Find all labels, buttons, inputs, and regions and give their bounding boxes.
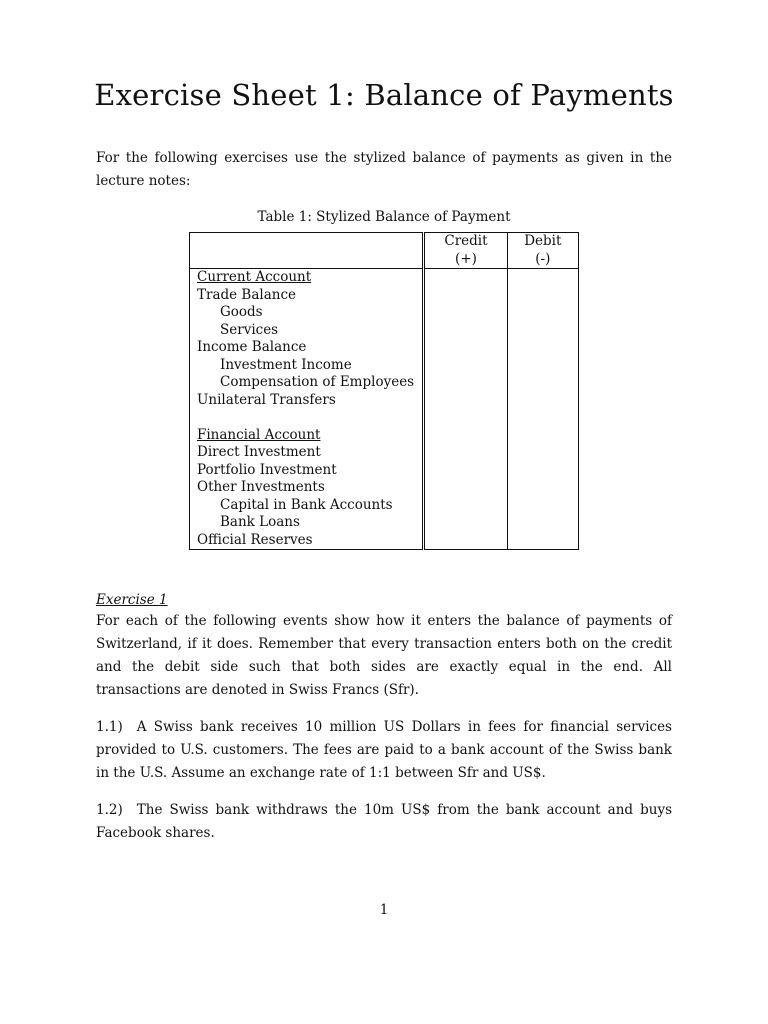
question-1-1 bbox=[96, 716, 672, 785]
table-row bbox=[190, 304, 579, 322]
row-label: Goods bbox=[220, 304, 263, 320]
label-column-header bbox=[190, 233, 424, 269]
table-row bbox=[190, 357, 579, 375]
credit-column-header: Credit (+) bbox=[424, 233, 507, 269]
question-text: A Swiss bank receives 10 million US Dollars in fees for financial services provided to U.S. customers. The fees are paid to a bank account of the Swiss bank in the U.S. Assume an exchange rate of 1:1 between Sfr and US$. bbox=[96, 719, 672, 781]
table-caption: Table 1: Stylized Balance of Payment bbox=[257, 209, 511, 225]
table-spacer-row bbox=[190, 409, 579, 427]
table-row bbox=[190, 444, 579, 462]
question-1-2 bbox=[96, 799, 672, 845]
row-label: Unilateral Transfers bbox=[197, 391, 336, 408]
exercise-body: For each of the following events show how it enters the balance of payments of Switzerland, if it does. Remember that every transaction enters both on the credit and the debit side such that both sides are exactly equal in the end. All transactions are denoted in Swiss Francs (Sfr). bbox=[96, 613, 672, 698]
row-label: Income Balance bbox=[197, 339, 307, 355]
question-number: 1.1) bbox=[96, 719, 123, 735]
question-text: The Swiss bank withdraws the 10m US$ from the bank account and buys Facebook shares. bbox=[96, 802, 672, 841]
row-label: Bank Loans bbox=[220, 514, 300, 530]
table-row bbox=[190, 497, 579, 515]
row-label: Other Investments bbox=[197, 479, 325, 495]
table-row bbox=[190, 322, 579, 340]
financial-account-heading: Financial Account bbox=[197, 426, 321, 443]
table-row bbox=[190, 462, 579, 480]
row-label: Services bbox=[220, 321, 279, 338]
page-number: 1 bbox=[379, 902, 389, 918]
debit-column-header: Debit (-) bbox=[507, 233, 578, 269]
table-row bbox=[190, 427, 579, 445]
table-row bbox=[190, 339, 579, 357]
page-title: Exercise Sheet 1: Balance of Payments bbox=[94, 78, 674, 112]
row-label: Direct Investment bbox=[197, 444, 321, 460]
table-row bbox=[190, 532, 579, 550]
current-account-heading: Current Account bbox=[197, 269, 312, 285]
balance-of-payments-table bbox=[189, 232, 579, 550]
table-row bbox=[190, 269, 579, 287]
row-label: Capital in Bank Accounts bbox=[220, 496, 393, 513]
intro-paragraph: For the following exercises use the stylized balance of payments as given in the lecture notes: bbox=[96, 150, 672, 189]
row-label: Trade Balance bbox=[197, 286, 297, 303]
table-row bbox=[190, 479, 579, 497]
row-label: Official Reserves bbox=[197, 531, 313, 548]
row-label: Investment Income bbox=[220, 356, 352, 373]
row-label: Portfolio Investment bbox=[197, 461, 337, 478]
question-number: 1.2) bbox=[96, 802, 123, 818]
table-row bbox=[190, 374, 579, 392]
table-row bbox=[190, 392, 579, 410]
exercise-heading: Exercise 1 bbox=[96, 592, 168, 608]
table-row bbox=[190, 514, 579, 532]
table-row bbox=[190, 287, 579, 305]
table-header-row bbox=[190, 233, 579, 269]
row-label: Compensation of Employees bbox=[220, 374, 415, 390]
